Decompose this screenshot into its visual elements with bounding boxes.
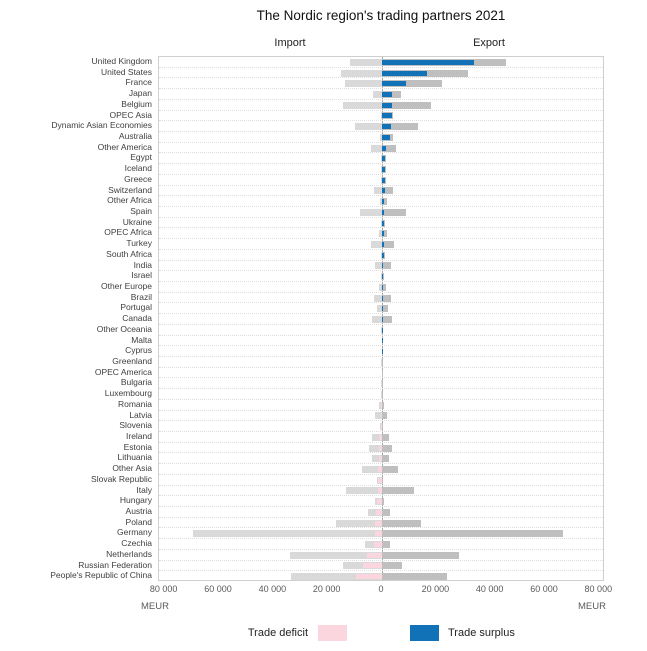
category-label: Ireland bbox=[126, 431, 152, 441]
chart-row bbox=[159, 571, 603, 582]
import-bar bbox=[375, 262, 382, 269]
surplus-bar bbox=[382, 167, 385, 172]
chart-row bbox=[159, 100, 603, 111]
chart-row bbox=[159, 464, 603, 475]
category-label: Netherlands bbox=[106, 548, 152, 559]
category-label: Canada bbox=[122, 313, 152, 324]
import-bar bbox=[360, 209, 382, 216]
deficit-bar bbox=[381, 413, 382, 418]
category-label: Bulgaria bbox=[120, 377, 152, 388]
category-label: Switzerland bbox=[108, 184, 152, 195]
deficit-bar bbox=[379, 446, 382, 451]
surplus-bar bbox=[382, 81, 406, 86]
export-column-header: Export bbox=[473, 37, 505, 49]
import-bar bbox=[371, 145, 382, 152]
category-label: Israel bbox=[131, 270, 152, 281]
chart-row bbox=[159, 336, 603, 347]
export-bar bbox=[382, 487, 414, 494]
import-bar bbox=[345, 80, 382, 87]
category-label: Czechia bbox=[121, 538, 152, 549]
export-bar bbox=[382, 316, 392, 323]
category-label: Poland bbox=[125, 516, 152, 527]
deficit-bar bbox=[367, 553, 382, 558]
export-bar bbox=[382, 552, 459, 559]
category-label: Romania bbox=[117, 398, 152, 409]
surplus-bar bbox=[382, 188, 385, 193]
chart-row bbox=[159, 325, 603, 336]
category-label: OPEC Asia bbox=[109, 109, 152, 120]
export-bar bbox=[382, 209, 406, 216]
category-label: Malta bbox=[131, 334, 152, 345]
import-bar bbox=[373, 91, 382, 98]
category-label: United Kingdom bbox=[91, 56, 152, 66]
deficit-bar bbox=[379, 435, 382, 440]
axis-tick-label: 40 000 bbox=[475, 584, 504, 594]
axis-tick-label: 20 000 bbox=[312, 584, 341, 594]
import-bar bbox=[374, 187, 382, 194]
export-bar bbox=[382, 434, 389, 441]
category-label: Other Oceania bbox=[96, 323, 152, 334]
export-bar bbox=[382, 562, 402, 569]
import-bar bbox=[346, 487, 382, 494]
category-label: Spain bbox=[130, 206, 152, 216]
deficit-bar bbox=[379, 456, 382, 461]
export-bar bbox=[382, 359, 383, 366]
surplus-bar bbox=[382, 146, 386, 151]
chart-row bbox=[159, 57, 603, 68]
export-bar bbox=[382, 391, 383, 398]
surplus-bar bbox=[382, 274, 383, 279]
surplus-bar bbox=[382, 135, 390, 140]
chart-row bbox=[159, 507, 603, 518]
category-label: Greenland bbox=[112, 356, 152, 366]
chart-row bbox=[159, 389, 603, 400]
surplus-bar bbox=[382, 178, 385, 183]
chart-row bbox=[159, 271, 603, 282]
category-label: Brazil bbox=[130, 291, 152, 302]
category-label: Austria bbox=[125, 506, 152, 516]
export-bar bbox=[382, 498, 384, 505]
import-bar bbox=[355, 123, 382, 130]
import-bar bbox=[371, 241, 382, 248]
surplus-bar bbox=[382, 60, 474, 65]
chart-row bbox=[159, 293, 603, 304]
surplus-bar bbox=[382, 242, 384, 247]
surplus-bar bbox=[382, 124, 391, 129]
surplus-bar bbox=[382, 221, 384, 226]
chart-row bbox=[159, 78, 603, 89]
chart-row bbox=[159, 346, 603, 357]
deficit-bar bbox=[381, 424, 382, 429]
axis-tick-label: 60 000 bbox=[530, 584, 558, 594]
chart-row bbox=[159, 143, 603, 154]
chart-row bbox=[159, 411, 603, 422]
surplus-bar bbox=[382, 199, 384, 204]
deficit-bar bbox=[381, 403, 382, 408]
category-label: Russian Federation bbox=[78, 559, 152, 570]
export-bar bbox=[382, 520, 421, 527]
chart-row bbox=[159, 303, 603, 314]
legend-deficit-swatch bbox=[318, 625, 347, 641]
category-label: Turkey bbox=[126, 238, 152, 249]
category-label: Egypt bbox=[130, 152, 152, 163]
chart-row bbox=[159, 518, 603, 529]
chart-row bbox=[159, 539, 603, 550]
export-bar bbox=[382, 455, 389, 462]
category-label: People's Republic of China bbox=[50, 570, 152, 581]
axis-tick-label: 80 000 bbox=[584, 584, 613, 594]
surplus-bar bbox=[382, 328, 383, 333]
chart-row bbox=[159, 111, 603, 122]
export-bar bbox=[382, 530, 563, 537]
category-label: Iceland bbox=[124, 163, 152, 174]
surplus-bar bbox=[382, 338, 383, 343]
category-label: Belgium bbox=[121, 98, 152, 109]
surplus-bar bbox=[382, 231, 384, 236]
export-bar bbox=[382, 380, 383, 387]
category-label: Hungary bbox=[119, 495, 152, 506]
category-label: Luxembourg bbox=[104, 388, 152, 399]
category-label: United States bbox=[100, 66, 152, 77]
export-bar bbox=[382, 466, 398, 473]
category-label: OPEC America bbox=[94, 366, 152, 377]
chart-row bbox=[159, 357, 603, 368]
surplus-bar bbox=[382, 71, 427, 76]
legend-deficit-label: Trade deficit bbox=[247, 627, 308, 639]
deficit-bar bbox=[363, 563, 382, 568]
chart-row bbox=[159, 164, 603, 175]
chart-row bbox=[159, 89, 603, 100]
category-label: India bbox=[133, 259, 152, 270]
chart-row bbox=[159, 207, 603, 218]
surplus-bar bbox=[382, 263, 383, 268]
export-bar bbox=[382, 541, 390, 548]
category-label: Germany bbox=[117, 527, 152, 538]
category-label: France bbox=[125, 77, 152, 88]
surplus-bar bbox=[382, 306, 383, 311]
export-bar bbox=[382, 370, 383, 377]
chart-row bbox=[159, 239, 603, 250]
chart-row bbox=[159, 153, 603, 164]
surplus-bar bbox=[382, 253, 384, 258]
category-label: Other Europe bbox=[100, 281, 152, 291]
import-bar bbox=[343, 102, 382, 109]
export-bar bbox=[382, 573, 447, 580]
chart-row bbox=[159, 314, 603, 325]
export-bar bbox=[382, 295, 391, 302]
import-bar bbox=[374, 295, 382, 302]
chart-row bbox=[159, 432, 603, 443]
chart-row bbox=[159, 486, 603, 497]
axis-tick-label: 20 000 bbox=[421, 584, 450, 594]
chart-row bbox=[159, 228, 603, 239]
chart-row bbox=[159, 453, 603, 464]
legend-surplus-swatch bbox=[410, 625, 439, 641]
category-label: Dynamic Asian Economies bbox=[51, 120, 152, 131]
deficit-bar bbox=[374, 542, 382, 547]
import-bar bbox=[350, 59, 382, 66]
chart-row bbox=[159, 550, 603, 561]
export-bar bbox=[382, 445, 392, 452]
category-label: Other Africa bbox=[107, 195, 152, 206]
deficit-bar bbox=[375, 531, 382, 536]
legend-surplus-label: Trade surplus bbox=[448, 627, 515, 639]
deficit-bar bbox=[378, 467, 382, 472]
axis-tick-label: 0 bbox=[378, 584, 384, 594]
axis-tick-label: 60 000 bbox=[204, 584, 232, 594]
chart-row bbox=[159, 421, 603, 432]
category-label: Cyprus bbox=[125, 345, 152, 356]
export-bar bbox=[382, 477, 383, 484]
category-label: Japan bbox=[128, 88, 152, 99]
category-label: Slovenia bbox=[119, 420, 152, 431]
chart-row bbox=[159, 261, 603, 272]
chart-row bbox=[159, 475, 603, 486]
category-label: Ukraine bbox=[122, 216, 152, 227]
deficit-bar bbox=[375, 521, 382, 526]
chart-row bbox=[159, 496, 603, 507]
deficit-bar bbox=[378, 478, 382, 483]
import-bar bbox=[341, 70, 382, 77]
page-title: The Nordic region's trading partners 2021 bbox=[256, 8, 506, 23]
category-label: Latvia bbox=[129, 409, 152, 420]
export-bar bbox=[382, 412, 387, 419]
export-bar bbox=[382, 509, 390, 516]
deficit-bar bbox=[378, 488, 382, 493]
category-label: OPEC Africa bbox=[104, 227, 152, 238]
category-label: Other Asia bbox=[112, 463, 152, 474]
axis-unit-left: MEUR bbox=[141, 601, 169, 612]
chart-row bbox=[159, 378, 603, 389]
chart-row bbox=[159, 68, 603, 79]
deficit-bar bbox=[356, 574, 382, 579]
category-label: Greece bbox=[124, 173, 152, 184]
axis-tick-label: 40 000 bbox=[258, 584, 287, 594]
chart-row bbox=[159, 528, 603, 539]
surplus-bar bbox=[382, 113, 392, 118]
category-label: Lithuania bbox=[117, 452, 152, 463]
category-label: Other America bbox=[97, 141, 152, 152]
surplus-bar bbox=[382, 296, 383, 301]
chart-row bbox=[159, 121, 603, 132]
chart-row bbox=[159, 443, 603, 454]
category-label: South Africa bbox=[106, 248, 152, 259]
category-label: Portugal bbox=[120, 302, 152, 313]
chart-row bbox=[159, 175, 603, 186]
chart-row bbox=[159, 250, 603, 261]
axis-tick-label: 80 000 bbox=[149, 584, 178, 594]
chart-row bbox=[159, 561, 603, 572]
surplus-bar bbox=[382, 92, 392, 97]
chart-row bbox=[159, 186, 603, 197]
chart-row bbox=[159, 218, 603, 229]
export-bar bbox=[382, 241, 394, 248]
chart-row bbox=[159, 132, 603, 143]
surplus-bar bbox=[382, 210, 384, 215]
category-label: Italy bbox=[136, 484, 152, 495]
plot-area bbox=[158, 56, 604, 581]
category-label: Slovak Republic bbox=[91, 473, 152, 484]
chart-row bbox=[159, 400, 603, 411]
export-bar bbox=[382, 423, 383, 430]
import-bar bbox=[193, 530, 382, 537]
deficit-bar bbox=[377, 499, 382, 504]
import-bar bbox=[372, 316, 382, 323]
import-column-header: Import bbox=[274, 37, 306, 49]
export-bar bbox=[382, 402, 384, 409]
surplus-bar bbox=[382, 317, 383, 322]
deficit-bar bbox=[376, 510, 382, 515]
surplus-bar bbox=[382, 103, 392, 108]
chart-row bbox=[159, 196, 603, 207]
surplus-bar bbox=[382, 285, 383, 290]
category-label: Australia bbox=[118, 131, 152, 141]
surplus-bar bbox=[382, 156, 385, 161]
chart-row bbox=[159, 282, 603, 293]
axis-unit-right: MEUR bbox=[578, 601, 606, 612]
chart-row bbox=[159, 368, 603, 379]
category-label: Estonia bbox=[123, 441, 152, 452]
